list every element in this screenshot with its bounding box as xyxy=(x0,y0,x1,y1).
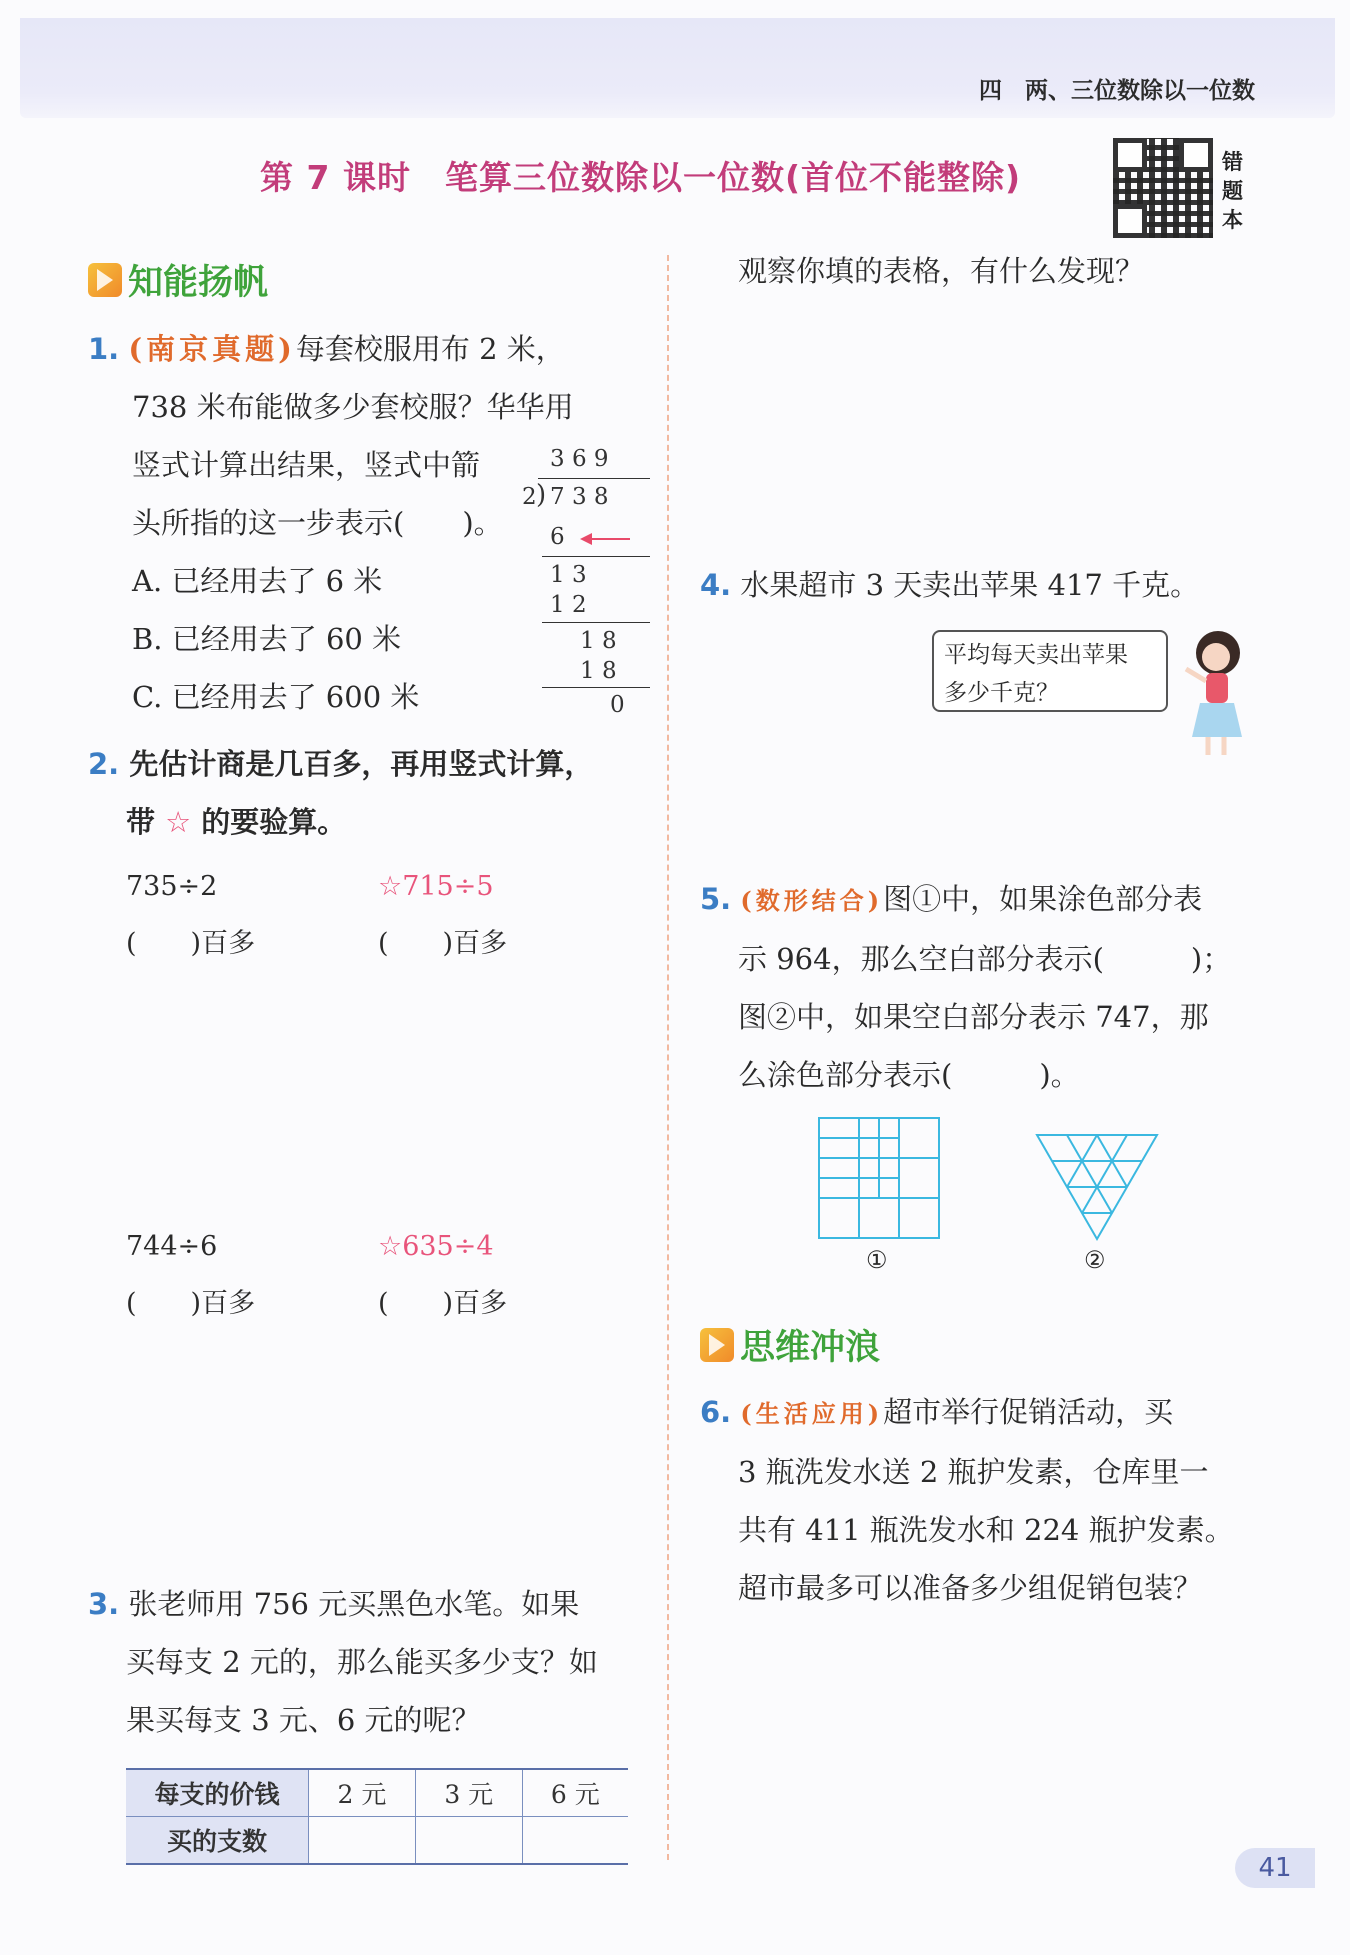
question-number: 1. xyxy=(88,332,120,366)
expression: 735÷2 xyxy=(126,871,218,902)
question-number: 2. xyxy=(88,747,120,781)
question-3-continued: 观察你填的表格，有什么发现？ xyxy=(738,254,1145,288)
lesson-title: 第 7 课时 笔算三位数除以一位数(首位不能整除) xyxy=(260,158,1022,197)
question-5 xyxy=(700,870,1260,1104)
qr-code[interactable] xyxy=(1113,138,1213,238)
qr-finder-icon xyxy=(1113,138,1147,172)
table-cell: 2 元 xyxy=(309,1769,416,1817)
section-title: 思维冲浪 xyxy=(740,1328,881,1368)
question-text: 超市举行促销活动，买 xyxy=(883,1395,1174,1429)
table-cell: 6 元 xyxy=(522,1769,628,1817)
dividend: 7 3 8 xyxy=(550,484,609,510)
column-divider xyxy=(667,255,669,1860)
table-row xyxy=(126,1769,628,1817)
question-2 xyxy=(88,735,658,851)
question-text: 示 964，那么空白部分表示( )； xyxy=(738,942,1232,976)
division-step: 1 8 xyxy=(580,628,617,654)
remainder: 0 xyxy=(610,692,625,718)
question-tag: (数形结合) xyxy=(740,886,884,915)
estimate-blank[interactable]: ( )百多 xyxy=(126,928,256,959)
question-6 xyxy=(700,1383,1260,1617)
qr-finder-icon xyxy=(1179,138,1213,172)
bubble-text: 多少千克？ xyxy=(944,680,1059,706)
question-text: 么涂色部分表示( )。 xyxy=(738,1058,1080,1092)
question-text: 张老师用 756 元买黑色水笔。如果 xyxy=(128,1587,580,1621)
answer-cell[interactable] xyxy=(415,1817,522,1865)
expression-starred: ☆635÷4 xyxy=(378,1231,494,1262)
question-number: 3. xyxy=(88,1587,120,1621)
qr-finder-icon xyxy=(1113,204,1147,238)
division-step: 1 8 xyxy=(580,658,617,684)
question-text: 图②中，如果空白部分表示 747，那 xyxy=(738,1000,1209,1034)
question-4 xyxy=(700,556,1199,614)
speech-bubble xyxy=(932,630,1168,712)
figure-label: ② xyxy=(1084,1246,1106,1274)
option-a[interactable]: A. 已经用去了 6 米 xyxy=(132,564,383,598)
unit-title: 四 两、三位数除以一位数 xyxy=(979,78,1255,104)
qr-label: 错题本 xyxy=(1222,150,1243,232)
triangle-figure-2 xyxy=(1035,1133,1159,1241)
division-step: 6 xyxy=(550,524,565,550)
question-text: 738 米布能做多少套校服？华华用 xyxy=(132,390,574,424)
option-c[interactable]: C. 已经用去了 600 米 xyxy=(132,680,420,714)
table-header-cell: 每支的价钱 xyxy=(126,1769,309,1817)
question-text: 图①中，如果涂色部分表 xyxy=(883,882,1203,916)
question-number: 5. xyxy=(700,882,732,916)
table-header-cell: 买的支数 xyxy=(126,1817,309,1865)
answer-cell[interactable] xyxy=(522,1817,628,1865)
table-cell: 3 元 xyxy=(415,1769,522,1817)
long-division: 3 6 9 2 ) 7 3 8 6 1 3 1 2 1 8 1 8 0 xyxy=(520,440,640,720)
section-heading-2 xyxy=(700,1320,880,1370)
estimate-blank[interactable]: ( )百多 xyxy=(378,928,508,959)
quotient: 3 6 9 xyxy=(550,446,609,472)
question-text: 水果超市 3 天卖出苹果 417 千克。 xyxy=(740,568,1200,602)
division-step: 1 2 xyxy=(550,592,587,618)
section-heading-1 xyxy=(88,255,268,305)
question-text: 3 瓶洗发水送 2 瓶护发素，仓库里一 xyxy=(738,1455,1209,1489)
page-number: 41 xyxy=(1235,1848,1315,1888)
question-text: 带 xyxy=(126,805,156,839)
question-tag: (南京真题) xyxy=(128,332,296,366)
divisor: 2 xyxy=(522,484,537,510)
star-icon: ☆ xyxy=(165,805,192,839)
option-b[interactable]: B. 已经用去了 60 米 xyxy=(132,622,402,656)
question-number: 6. xyxy=(700,1395,732,1429)
price-table xyxy=(126,1768,628,1865)
answer-cell[interactable] xyxy=(309,1817,416,1865)
question-text: 共有 411 瓶洗发水和 224 瓶护发素。 xyxy=(738,1513,1234,1547)
grid-figure-1 xyxy=(818,1117,940,1239)
question-number: 4. xyxy=(700,568,732,602)
question-text: 买每支 2 元的，那么能买多少支？如 xyxy=(126,1645,598,1679)
division-step: 1 3 xyxy=(550,562,587,588)
sail-icon xyxy=(88,263,122,297)
question-text: 果买每支 3 元、6 元的呢？ xyxy=(126,1703,481,1737)
question-text: 每套校服用布 2 米， xyxy=(295,332,565,366)
question-text: 超市最多可以准备多少组促销包装？ xyxy=(738,1571,1203,1605)
wave-icon xyxy=(700,1328,734,1362)
expression: 744÷6 xyxy=(126,1231,218,1262)
question-text: 头所指的这一步表示( )。 xyxy=(132,506,503,540)
question-3 xyxy=(88,1575,658,1749)
question-text: 的要验算。 xyxy=(201,805,347,839)
arrow-left-icon xyxy=(582,538,630,540)
question-text: 先估计商是几百多，再用竖式计算， xyxy=(129,747,594,781)
estimate-blank[interactable]: ( )百多 xyxy=(378,1288,508,1319)
figure-label: ① xyxy=(866,1246,888,1274)
question-text: 竖式计算出结果，竖式中箭 xyxy=(132,448,481,482)
expression-starred: ☆715÷5 xyxy=(378,871,494,902)
question-tag: (生活应用) xyxy=(740,1399,884,1428)
table-row xyxy=(126,1817,628,1865)
girl-illustration-icon xyxy=(1178,625,1258,765)
section-title: 知能扬帆 xyxy=(128,263,269,303)
estimate-blank[interactable]: ( )百多 xyxy=(126,1288,256,1319)
bubble-text: 平均每天卖出苹果 xyxy=(944,642,1128,668)
